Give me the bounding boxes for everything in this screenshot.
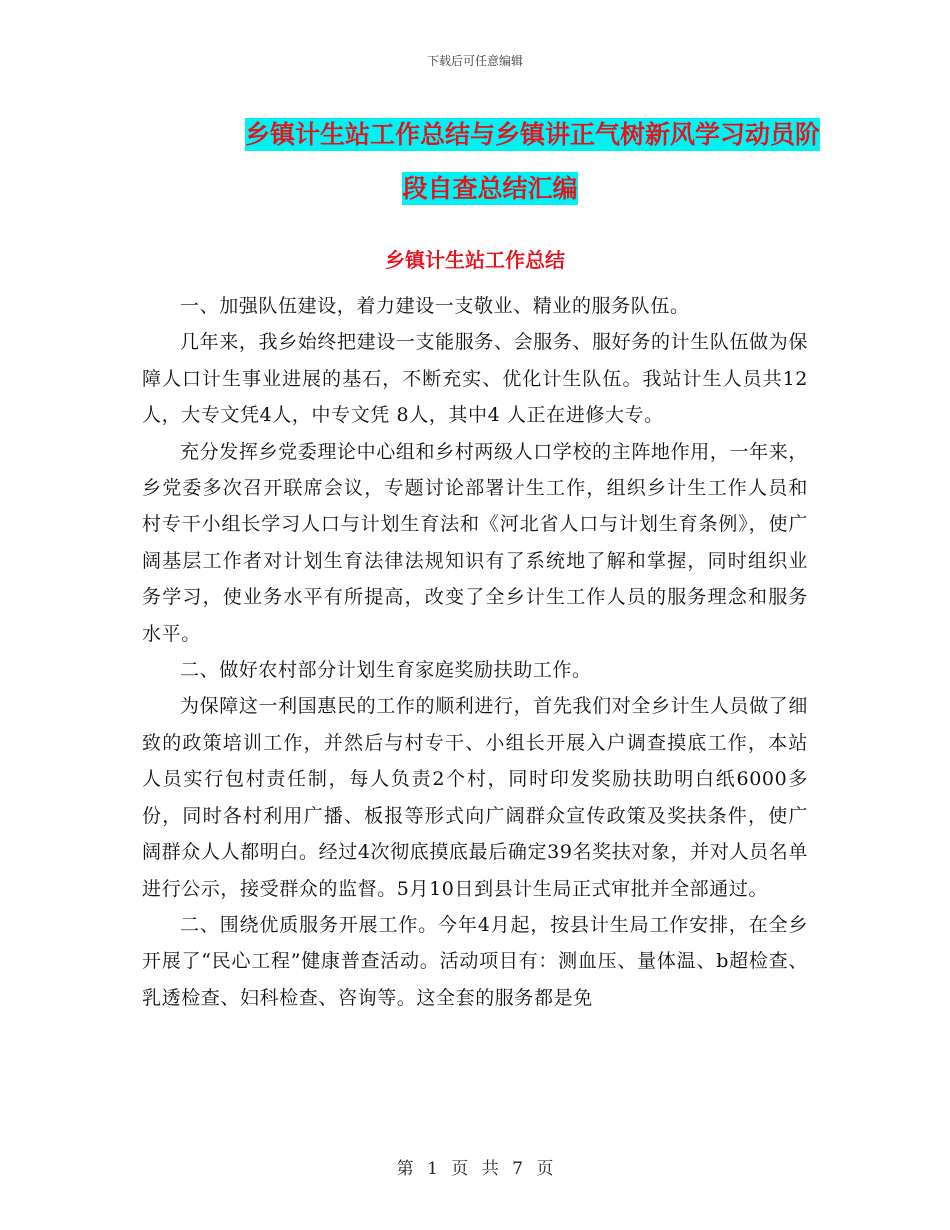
paragraph: 二、做好农村部分计划生育家庭奖励扶助工作。 bbox=[180, 659, 592, 682]
document-title-line1 bbox=[140, 108, 820, 162]
paragraph: 二、围绕优质服务开展工作。今年4月起，按县计生局工作安排，在全乡开展了“民心工程”健康普查活动。活动项目有：测血压、量体温、b超检查、乳透检查、妇科检查、咨询等。这全套的服务都是免 bbox=[142, 913, 808, 1009]
title-highlight-1: 乡镇计生站工作总结与乡镇讲正气树新风学习动员阶 bbox=[244, 120, 820, 149]
document-body bbox=[142, 288, 808, 1016]
title-highlight-2: 段自查总结汇编 bbox=[402, 174, 578, 203]
section-title: 乡镇计生站工作总结 bbox=[385, 248, 565, 272]
document-title-line2 bbox=[140, 162, 820, 216]
document-title bbox=[140, 108, 820, 216]
page-header-note: 下载后可任意编辑 bbox=[426, 54, 523, 68]
page-number-footer: 第 1 页 共 7 页 bbox=[396, 1159, 554, 1179]
paragraph: 充分发挥乡党委理论中心组和乡村两级人口学校的主阵地作用，一年来，乡党委多次召开联席会议，专题讨论部署计生工作，组织乡计生工作人员和村专干小组长学习人口与计划生育法和《河北省人口与计划生育条例》，使广阔基层工作者对计划生育法律法规知识有了系统地了解和掌握，同时组织业务学习，使业务水平有所提高，改变了全乡计生工作人员的服务理念和服务水平。 bbox=[142, 440, 808, 645]
paragraph: 一、加强队伍建设，着力建设一支敬业、精业的服务队伍。 bbox=[180, 295, 690, 317]
paragraph: 为保障这一利国惠民的工作的顺利进行，首先我们对全乡计生人员做了细致的政策培训工作，并然后与村专干、小组长开展入户调查摸底工作，本站人员实行包村责任制，每人负责2个村，同时印发奖励扶助明白纸6000多份，同时各村利用广播、板报等形式向广阔群众宣传政策及奖扶条件，使广阔群众人人都明白。经过4次彻底摸底最后确定39名奖扶对象，并对人员名单进行公示，接受群众的监督。5月10日到县计生局正式审批并全部通过。 bbox=[142, 695, 808, 900]
paragraph: 几年来，我乡始终把建设一支能服务、会服务、服好务的计生队伍做为保障人口计生事业进展的基石，不断充实、优化计生队伍。我站计生人员共12人，大专文凭4人，中专文凭 8人，其中4 人正在进修大专。 bbox=[142, 331, 808, 427]
